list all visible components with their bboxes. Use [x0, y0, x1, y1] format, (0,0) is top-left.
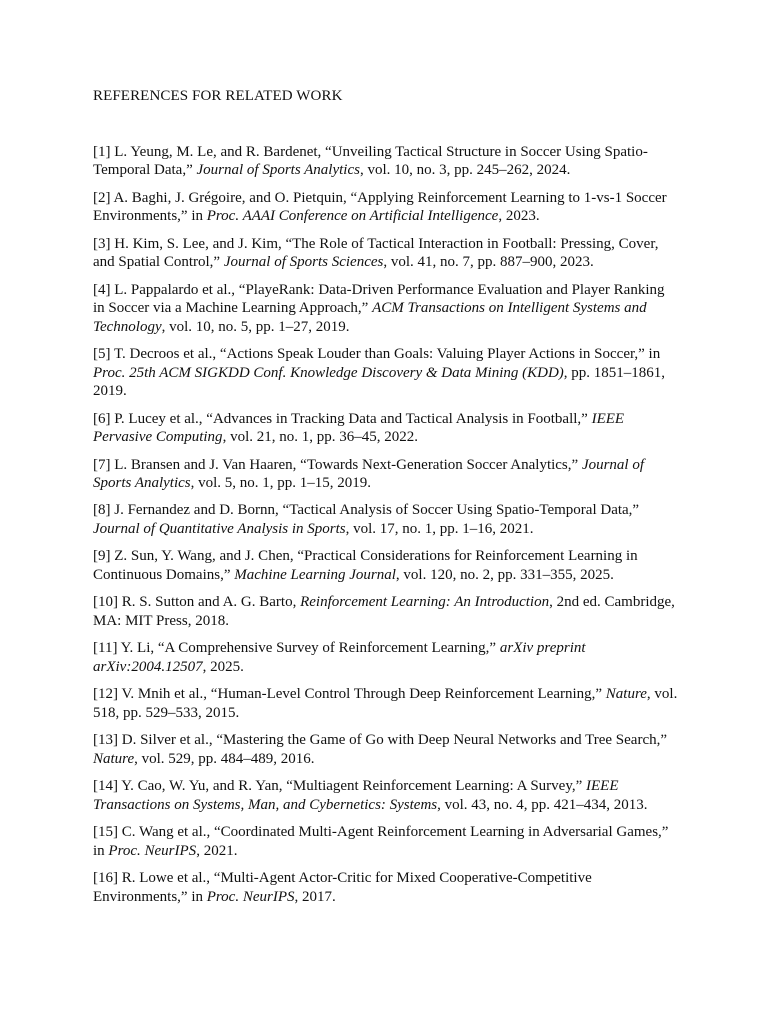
reference-details: , vol. 17, no. 1, pp. 1–16, 2021. — [345, 520, 534, 537]
reference-item — [93, 501, 678, 538]
reference-number: [16] — [93, 870, 118, 887]
reference-item — [93, 869, 678, 906]
reference-details: , 2nd ed. Cambridge, MA: MIT Press, 2018. — [93, 594, 675, 629]
reference-number: [7] — [93, 456, 111, 473]
reference-item — [93, 281, 678, 336]
reference-details: , vol. 43, no. 4, pp. 421–434, 2013. — [437, 796, 648, 813]
reference-details: , 2017. — [294, 888, 336, 905]
reference-text: Y. Li, “A Comprehensive Survey of Reinforcement Learning,” — [120, 640, 500, 657]
reference-item — [93, 777, 678, 814]
reference-item — [93, 143, 678, 180]
reference-details: , vol. 5, no. 1, pp. 1–15, 2019. — [190, 474, 372, 491]
reference-venue: Proc. AAAI Conference on Artificial Intelligence — [206, 208, 499, 225]
reference-venue: arXiv preprint arXiv:2004.12507 — [93, 640, 586, 675]
reference-details: , vol. 120, no. 2, pp. 331–355, 2025. — [395, 566, 614, 583]
reference-venue: Journal of Quantitative Analysis in Sports — [93, 520, 346, 537]
reference-number: [6] — [93, 410, 111, 427]
reference-text: Z. Sun, Y. Wang, and J. Chen, “Practical Considerations for Reinforcement Learning in Continuous Domains,” — [93, 548, 638, 583]
reference-item — [93, 235, 678, 272]
reference-item — [93, 410, 678, 447]
reference-details: , vol. 518, pp. 529–533, 2015. — [93, 686, 678, 721]
reference-venue: Nature — [605, 686, 647, 703]
reference-details: , pp. 1851–1861, 2019. — [93, 364, 666, 399]
reference-details: , 2021. — [196, 842, 238, 859]
reference-number: [10] — [93, 594, 118, 611]
reference-details: , vol. 10, no. 5, pp. 1–27, 2019. — [161, 318, 350, 335]
reference-venue: Journal of Sports Sciences — [223, 254, 384, 271]
section-heading: REFERENCES FOR RELATED WORK — [93, 88, 343, 104]
reference-item — [93, 189, 678, 226]
reference-number: [12] — [93, 686, 118, 703]
reference-text: P. Lucey et al., “Advances in Tracking Data and Tactical Analysis in Football,” — [114, 410, 592, 427]
reference-text: C. Wang et al., “Coordinated Multi-Agent Reinforcement Learning in Adversarial Games,” in — [93, 824, 669, 859]
reference-venue: Proc. NeurIPS — [206, 888, 295, 905]
reference-details: , 2023. — [498, 208, 540, 225]
reference-venue: IEEE Pervasive Computing — [93, 410, 625, 445]
reference-text: H. Kim, S. Lee, and J. Kim, “The Role of Tactical Interaction in Football: Pressing, Cover, and Spatial Control,” — [93, 235, 659, 271]
reference-text: T. Decroos et al., “Actions Speak Louder than Goals: Valuing Player Actions in Soccer,” in — [113, 346, 661, 363]
reference-number: [11] — [93, 640, 118, 657]
reference-item — [93, 823, 678, 860]
reference-item — [93, 456, 678, 493]
reference-item — [93, 593, 678, 630]
reference-number: [9] — [93, 548, 111, 565]
reference-text: R. S. Sutton and A. G. Barto, — [121, 594, 301, 611]
reference-venue: Journal of Sports Analytics — [93, 456, 645, 491]
reference-number: [8] — [93, 502, 111, 519]
reference-item — [93, 731, 678, 768]
reference-number: [5] — [93, 346, 111, 363]
reference-venue: Reinforcement Learning: An Introduction — [300, 594, 550, 611]
reference-text: D. Silver et al., “Mastering the Game of Go with Deep Neural Networks and Tree Search,” — [121, 732, 668, 749]
reference-item — [93, 345, 678, 400]
reference-text: L. Bransen and J. Van Haaren, “Towards Next-Generation Soccer Analytics,” — [114, 456, 582, 473]
reference-details: , vol. 21, no. 1, pp. 36–45, 2022. — [222, 428, 418, 445]
reference-venue: Nature — [93, 750, 135, 767]
reference-text: Y. Cao, W. Yu, and R. Yan, “Multiagent Reinforcement Learning: A Survey,” — [121, 778, 587, 795]
reference-text: J. Fernandez and D. Bornn, “Tactical Analysis of Soccer Using Spatio-Temporal Data,” — [114, 502, 640, 519]
reference-number: [2] — [93, 189, 111, 206]
reference-details: , vol. 10, no. 3, pp. 245–262, 2024. — [359, 162, 571, 179]
reference-number: [1] — [93, 144, 111, 160]
reference-venue: Proc. NeurIPS — [108, 842, 197, 859]
reference-venue: Machine Learning Journal — [234, 566, 396, 583]
reference-item — [93, 639, 678, 676]
reference-venue: IEEE Transactions on Systems, Man, and Cybernetics: Systems — [93, 778, 619, 813]
reference-number: [4] — [93, 281, 111, 298]
reference-list — [93, 143, 678, 906]
reference-text: L. Yeung, M. Le, and R. Bardenet, “Unveiling Tactical Structure in Soccer Using Spatio-Temporal Data,” — [93, 144, 648, 179]
reference-text: R. Lowe et al., “Multi-Agent Actor-Critic for Mixed Cooperative-Competitive Environments,” in — [93, 870, 592, 905]
reference-details: , vol. 41, no. 7, pp. 887–900, 2023. — [383, 254, 594, 271]
reference-item — [93, 685, 678, 722]
document-page — [93, 86, 678, 915]
reference-venue: Proc. 25th ACM SIGKDD Conf. Knowledge Discovery & Data Mining (KDD) — [93, 364, 564, 381]
reference-number: [15] — [93, 824, 118, 841]
reference-number: [13] — [93, 732, 118, 749]
reference-item — [93, 547, 678, 584]
reference-venue: ACM Transactions on Intelligent Systems and Technology — [93, 300, 647, 335]
reference-number: [3] — [93, 235, 111, 252]
reference-details: , vol. 529, pp. 484–489, 2016. — [134, 750, 315, 767]
reference-details: , 2025. — [202, 658, 244, 675]
reference-text: L. Pappalardo et al., “PlayeRank: Data-Driven Performance Evaluation and Player Ranking in Soccer via a Machine Learning Approach,” — [93, 281, 665, 317]
reference-text: V. Mnih et al., “Human-Level Control Through Deep Reinforcement Learning,” — [121, 686, 606, 703]
reference-number: [14] — [93, 778, 118, 795]
reference-venue: Journal of Sports Analytics — [196, 162, 360, 179]
reference-text: A. Baghi, J. Grégoire, and O. Pietquin, “Applying Reinforcement Learning to 1-vs-1 Soccer Environments,” in — [93, 189, 667, 225]
